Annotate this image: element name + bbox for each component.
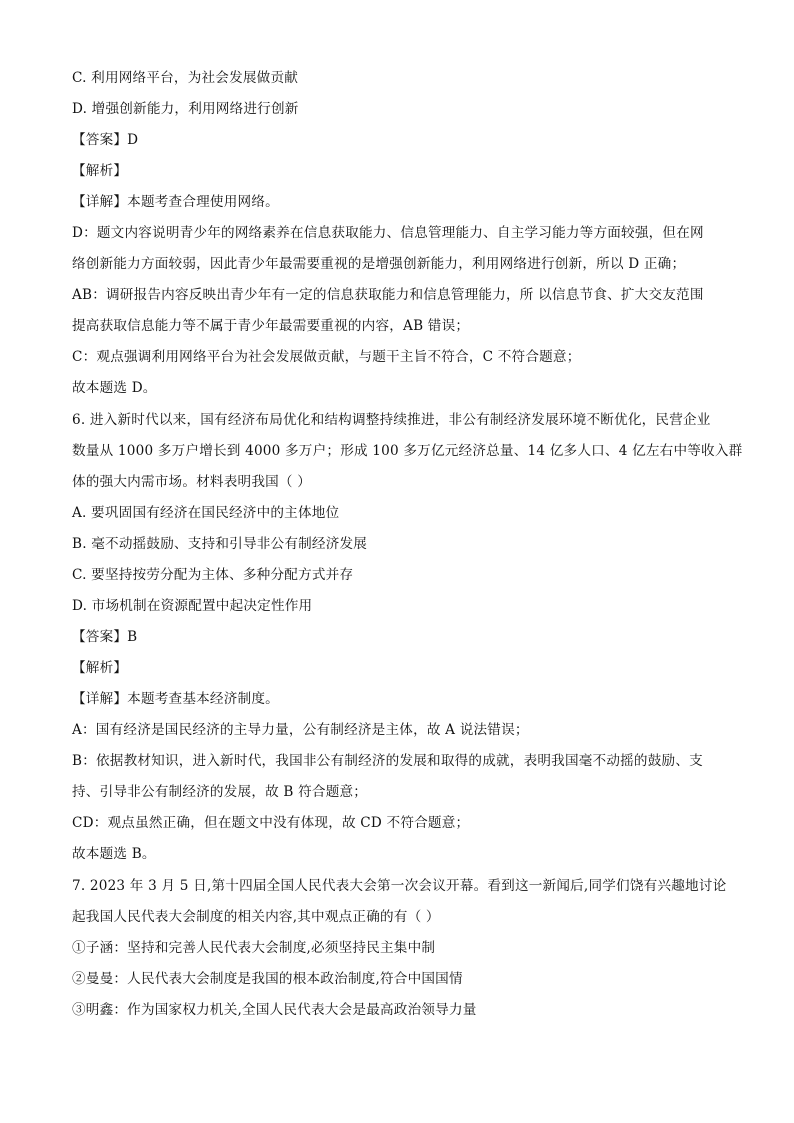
question-6-stem: 6. 进入新时代以来，国有经济布局优化和结构调整持续推进，非公有制经济发展环境不断优化，民营企业 xyxy=(72,412,711,428)
option-c-line: C. 要坚持按劳分配为主体、多种分配方式并存 xyxy=(72,567,354,583)
explanation-line: A：国有经济是国民经济的主导力量，公有制经济是主体，故 A 说法错误； xyxy=(72,722,529,738)
conclusion-line: 故本题选 D。 xyxy=(72,380,157,396)
option-d-line: D. 市场机制在资源配置中起决定性作用 xyxy=(72,598,313,614)
question-6-stem: 体的强大内需市场。材料表明我国（ ） xyxy=(72,474,312,490)
statement-3-line: ③明鑫：作为国家权力机关,全国人民代表大会是最高政治领导力量 xyxy=(72,1002,477,1018)
question-7-stem: 7. 2023 年 3 月 5 日,第十四届全国人民代表大会第一次会议开幕。看到这一新闻后,同学们饶有兴趣地讨论 xyxy=(72,878,727,894)
explanation-line: C：观点强调利用网络平台为社会发展做贡献，与题干主旨不符合，C 不符合题意； xyxy=(72,349,581,365)
option-b-line: B. 毫不动摇鼓励、支持和引导非公有制经济发展 xyxy=(72,536,368,552)
explanation-line: 提高获取信息能力等不属于青少年最需要重视的内容，AB 错误； xyxy=(72,318,470,334)
statement-2-line: ②曼曼：人民代表大会制度是我国的根本政治制度,符合中国国情 xyxy=(72,971,463,987)
explanation-line: AB：调研报告内容反映出青少年有一定的信息获取能力和信息管理能力，所 以信息节食、扩大交友范围 xyxy=(72,287,704,303)
explanation-line: D：题文内容说明青少年的网络素养在信息获取能力、信息管理能力、自主学习能力等方面较强，但在网 xyxy=(72,225,704,241)
option-d-line: D. 增强创新能力，利用网络进行创新 xyxy=(72,101,299,117)
analysis-heading: 【解析】 xyxy=(72,660,128,676)
explanation-line: B：依据教材知识，进入新时代，我国非公有制经济的发展和取得的成就，表明我国毫不动摇的鼓励、支 xyxy=(72,753,703,769)
detail-line: 【详解】本题考查基本经济制度。 xyxy=(72,691,279,707)
option-c-line: C. 利用网络平台，为社会发展做贡献 xyxy=(72,70,299,86)
conclusion-line: 故本题选 B。 xyxy=(72,846,156,862)
explanation-line: CD：观点虽然正确，但在题文中没有体现，故 CD 不符合题意； xyxy=(72,815,470,831)
answer-line: 【答案】D xyxy=(72,132,139,148)
detail-line: 【详解】本题考查合理使用网络。 xyxy=(72,194,279,210)
statement-1-line: ①子涵：坚持和完善人民代表大会制度,必须坚持民主集中制 xyxy=(72,940,436,956)
question-7-stem: 起我国人民代表大会制度的相关内容,其中观点正确的有（ ） xyxy=(72,909,440,925)
option-a-line: A. 要巩固国有经济在国民经济中的主体地位 xyxy=(72,505,340,521)
question-6-stem: 数量从 1000 多万户增长到 4000 多万户；形成 100 多万亿元经济总量、14 亿多人口、4 亿左右中等收入群 xyxy=(72,443,743,459)
explanation-line: 络创新能力方面较弱，因此青少年最需要重视的是增强创新能力，利用网络进行创新，所以 D 正确； xyxy=(72,256,686,272)
explanation-line: 持、引导非公有制经济的发展，故 B 符合题意； xyxy=(72,784,368,800)
analysis-heading: 【解析】 xyxy=(72,163,128,179)
answer-line: 【答案】B xyxy=(72,629,138,645)
